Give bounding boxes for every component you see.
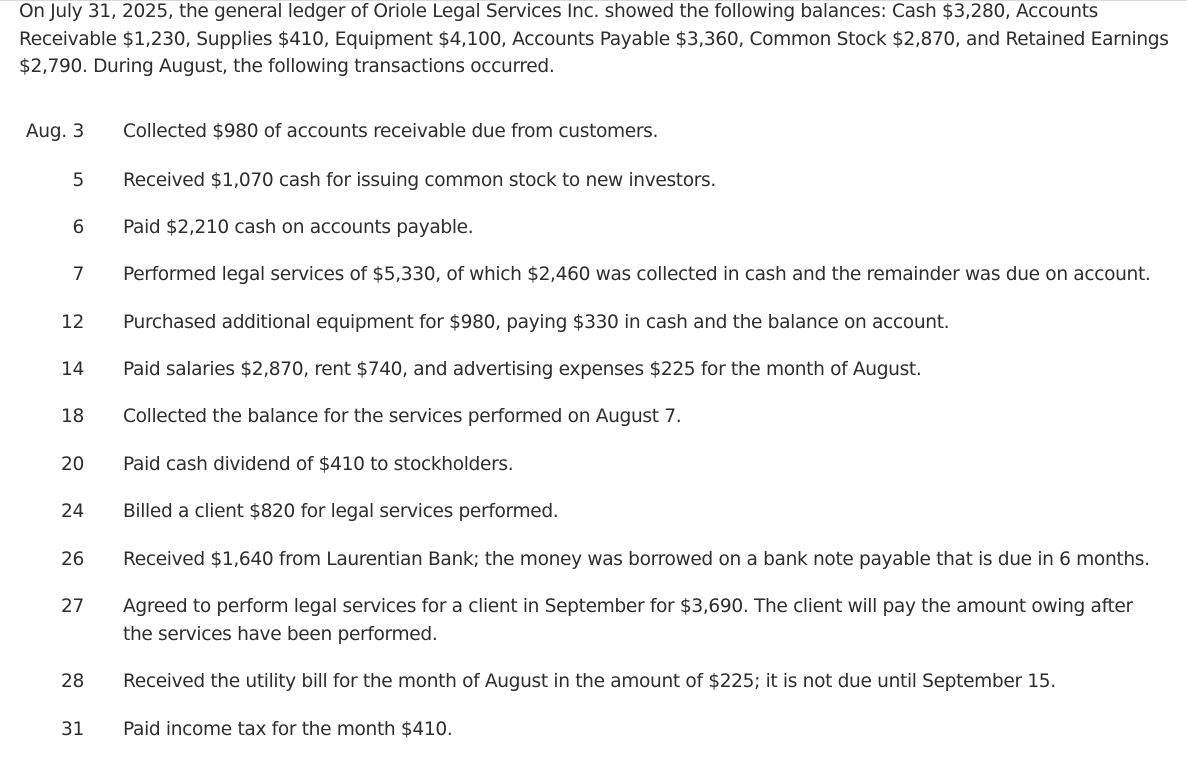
transaction-date: 14 <box>60 359 84 380</box>
transaction-date: 20 <box>60 454 84 475</box>
transaction-date: 26 <box>60 549 84 570</box>
transaction-date: 12 <box>60 312 84 333</box>
transaction-date: 5 <box>72 170 84 191</box>
transaction-description: Performed legal services of $5,330, of which $2,460 was collected in cash and the remainder was due on account. <box>123 264 1151 285</box>
transaction-description: Collected $980 of accounts receivable due from customers. <box>123 121 659 142</box>
transaction-description: Received $1,640 from Laurentian Bank; the money was borrowed on a bank note payable that is due in 6 months. <box>123 549 1150 570</box>
problem-intro-text: On July 31, 2025, the general ledger of Oriole Legal Services Inc. showed the following balances: Cash $3,280, Accounts Receivable $1,230, Supplies $410, Equipment $4,100, Accounts Payable $3,360, Common Stock $2,870, and Retained Earnings $2,790. During August, the following transactions occurred. <box>19 1 1169 77</box>
transaction-description: Collected the balance for the services performed on August 7. <box>123 406 682 427</box>
transaction-description: Received $1,070 cash for issuing common stock to new investors. <box>123 170 716 191</box>
transaction-description: Paid salaries $2,870, rent $740, and advertising expenses $225 for the month of August. <box>123 359 922 380</box>
transaction-date: 7 <box>72 264 84 285</box>
transaction-date: 28 <box>60 671 84 692</box>
transaction-description: Agreed to perform legal services for a client in September for $3,690. The client will pay the amount owing after the services have been performed. <box>123 596 1133 645</box>
transaction-date: 18 <box>60 406 84 427</box>
transaction-description: Billed a client $820 for legal services performed. <box>123 501 559 522</box>
transaction-date: 31 <box>60 719 84 740</box>
transaction-date: 6 <box>72 217 84 238</box>
transaction-description: Paid income tax for the month $410. <box>123 719 453 740</box>
transaction-description: Paid $2,210 cash on accounts payable. <box>123 217 474 238</box>
transaction-description: Purchased additional equipment for $980, paying $330 in cash and the balance on account. <box>123 312 950 333</box>
transaction-date: Aug. 3 <box>25 121 84 142</box>
transaction-description: Paid cash dividend of $410 to stockholders. <box>123 454 514 475</box>
transaction-date: 27 <box>60 596 84 617</box>
transaction-date: 24 <box>60 501 84 522</box>
transaction-description: Received the utility bill for the month of August in the amount of $225; it is not due until September 15. <box>123 671 1056 692</box>
